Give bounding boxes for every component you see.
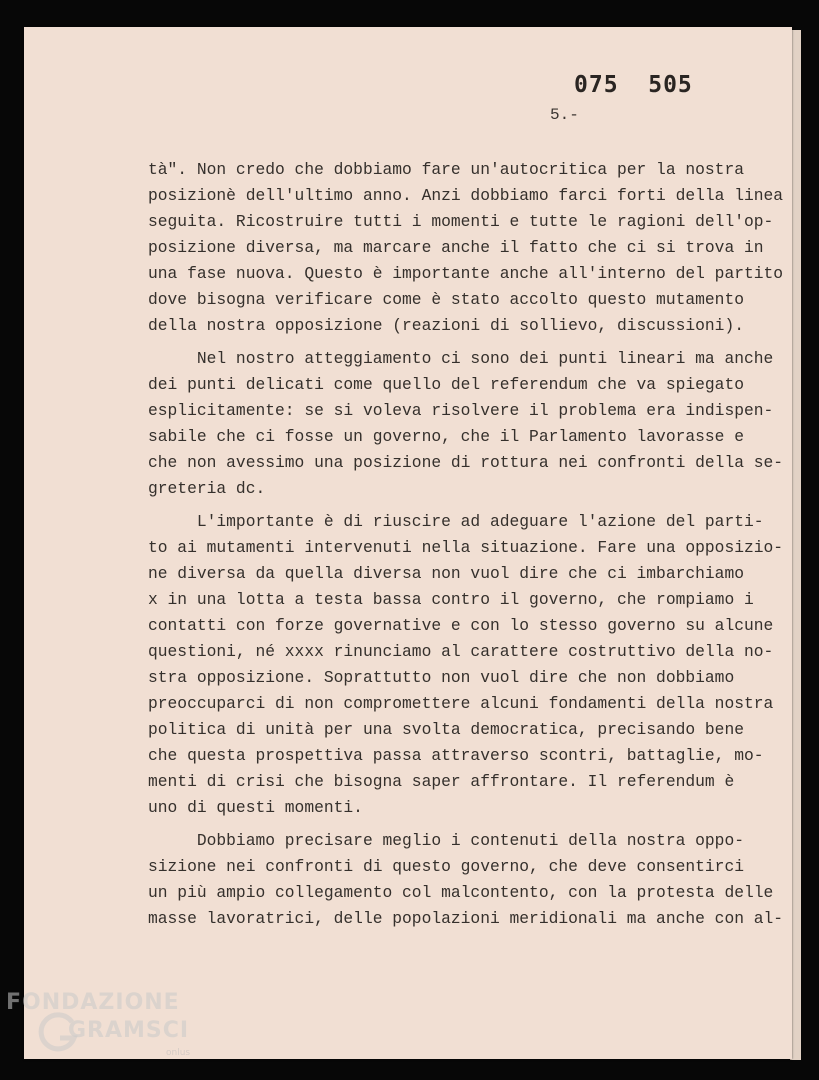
text-line: posizione diversa, ma marcare anche il fatto che ci si trova in xyxy=(148,238,764,257)
text-line: contatti con forze governative e con lo stesso governo su alcune xyxy=(148,616,774,635)
text-line: greteria dc. xyxy=(148,479,266,498)
text-line: stra opposizione. Soprattutto non vuol dire che non dobbiamo xyxy=(148,668,735,687)
page-number: 5.- xyxy=(550,106,579,124)
text-line: menti di crisi che bisogna saper affrontare. Il referendum è xyxy=(148,772,735,791)
text-line: Dobbiamo precisare meglio i contenuti della nostra oppo- xyxy=(148,831,744,850)
text-line: posizionè dell'ultimo anno. Anzi dobbiamo farci forti della linea xyxy=(148,186,784,205)
text-line: tà". Non credo che dobbiamo fare un'autocritica per la nostra xyxy=(148,160,744,179)
text-line: dei punti delicati come quello del referendum che va spiegato xyxy=(148,375,744,394)
text-line: to ai mutamenti intervenuti nella situazione. Fare una opposizio- xyxy=(148,538,784,557)
text-line: una fase nuova. Questo è importante anche all'interno del partito xyxy=(148,264,784,283)
text-line: politica di unità per una svolta democratica, precisando bene xyxy=(148,720,744,739)
text-line: Nel nostro atteggiamento ci sono dei punti lineari ma anche xyxy=(148,349,774,368)
text-line: L'importante è di riuscire ad adeguare l'azione del parti- xyxy=(148,512,764,531)
watermark-line-2: GRAMSCI xyxy=(68,1018,190,1043)
text-line: uno di questi momenti. xyxy=(148,798,363,817)
archive-number: 075 505 xyxy=(574,72,693,98)
text-line: esplicitamente: se si voleva risolvere il problema era indispen- xyxy=(148,401,774,420)
text-line: ne diversa da quella diversa non vuol dire che ci imbarchiamo xyxy=(148,564,744,583)
fondazione-gramsci-watermark xyxy=(6,990,206,1070)
text-line: questioni, né xxxx rinunciamo al carattere costruttivo della no- xyxy=(148,642,774,661)
text-line: dove bisogna verificare come è stato accolto questo mutamento xyxy=(148,290,744,309)
text-line: un più ampio collegamento col malcontento, con la protesta delle xyxy=(148,883,774,902)
text-line: seguita. Ricostruire tutti i momenti e tutte le ragioni dell'op- xyxy=(148,212,774,231)
text-line: sizione nei confronti di questo governo, che deve consentirci xyxy=(148,857,744,876)
text-line: che questa prospettiva passa attraverso scontri, battaglie, mo- xyxy=(148,746,764,765)
text-line: della nostra opposizione (reazioni di sollievo, discussioni). xyxy=(148,316,744,335)
text-line: x in una lotta a testa bassa contro il governo, che rompiamo i xyxy=(148,590,754,609)
watermark-line-1: FONDAZIONE xyxy=(6,990,180,1015)
typewritten-body xyxy=(148,157,784,932)
text-line: preoccuparci di non compromettere alcuni fondamenti della nostra xyxy=(148,694,774,713)
text-line: che non avessimo una posizione di rottura nei confronti della se- xyxy=(148,453,784,472)
watermark-subtitle: onlus xyxy=(166,1048,191,1058)
text-line: masse lavoratrici, delle popolazioni meridionali ma anche con al- xyxy=(148,909,784,928)
text-line: sabile che ci fosse un governo, che il Parlamento lavorasse e xyxy=(148,427,744,446)
